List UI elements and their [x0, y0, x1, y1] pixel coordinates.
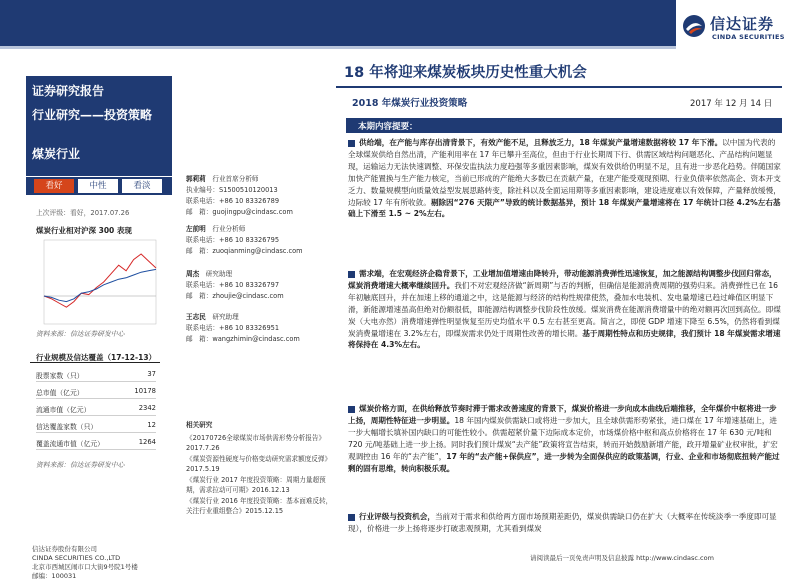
bullet-square-icon [348, 140, 355, 147]
related-research [186, 420, 336, 517]
report-type-block [26, 76, 172, 142]
header-accent-line [0, 46, 676, 49]
disclaimer-footer: 请阅读最后一页免责声明及信息披露 http://www.cindasc.com [530, 554, 714, 562]
industry-block [26, 136, 172, 176]
bullet-body: 以中国为代表的全球煤炭供给自然出清，产能利用率在 17 年已攀升至高位，但由于行业长期周下行、供需区域结构问题恶化、产品结构问题显现，运输运力无法快速调整、环保安监执法力度趋强等多重因素影响，煤炭有效供给仍明显不足，且有进一步恶化趋势。伴随国家加快产能置换与生产能力核定，当前已形成的产能绝大多数已在贡献产量，在建产能受观现预期、行业负债率依然高企、资本开支乏力、数量规模型向质量效益型发展思路转变，除社科以及全面运用期等多重因素影响，建设进度难以有效保障，产量释放缓慢，边际较 17 年有所收敛。 [348, 138, 781, 207]
bullet-body: 18 年国内煤炭供需缺口或将进一步加大，且全球供需形势紧张，进口煤在 17 年增速基础上，进一步大幅增长填补国内缺口的可能性较小。供需超紧价量下边际成本定价，市场煤价格中枢和高点价格将在 17 年 630 元/吨和 720 元/吨基础上进一步上扬。同时我们预计煤炭“去产能”政策将宣告结束，转而开始鼓励新增产能，政开增量矿业权审批，扩宏观调控由 16 年的“去产能”， [348, 415, 778, 461]
bullet-price [348, 403, 782, 474]
table-title: 行业规模及信达覆盖（17-12-13） [36, 353, 157, 362]
header-navy-bar [0, 0, 676, 47]
header-band [0, 0, 800, 56]
table-cell-value: 1264 [138, 438, 156, 446]
bullet-lead: 煤炭价格方面，在供给释放节奏时滞于需求改善速度的背景下，煤炭价格进一步向成本曲线后端推移，全年煤价中枢将进一步上扬，周期性特征进一步明显。 [348, 404, 777, 425]
table-cell-value: 10178 [134, 387, 156, 395]
logo-cn-text: 信达证券 [710, 15, 775, 33]
cinda-logo [676, 0, 800, 56]
table-row [36, 383, 156, 399]
analyst-phone: 联系电话：+86 10 83326951 [186, 324, 280, 332]
table-cell-value: 37 [147, 370, 156, 378]
bullet-supply [348, 137, 782, 220]
table-row [36, 434, 156, 450]
table-cell-key: 覆盖流通市值（亿元） [36, 440, 104, 448]
table-cell-key: 信达覆盖家数（只） [36, 423, 98, 431]
table-cell-value: 12 [147, 421, 156, 429]
table-row [36, 400, 156, 416]
bullet-lead: 需求端，在宏观经济企稳背景下，工业增加值增速由降转升，带动能源消费弹性迅速恢复，加之能源结构调整步伐回归常态，煤炭消费增速大概率继续回升。 [348, 269, 777, 290]
analyst-card [186, 269, 336, 302]
analyst-email[interactable]: 邮 箱：zuoqianming@cindasc.com [186, 247, 303, 255]
bullet-rating [348, 511, 782, 535]
table-top-rule [30, 362, 160, 363]
table-cell-key: 总市值（亿元） [36, 389, 84, 397]
analyst-name: 王志民 [186, 313, 206, 321]
left-sidebar [0, 56, 172, 580]
title-rule [336, 86, 782, 88]
bullet-body: 当前对于需求和供给两方面市场预期差距仍，煤炭供需缺口仍在扩大（大概率在传统淡季一季度即可显现），价格进一步上扬将逐步打破悲观预期，尤其看到煤炭 [348, 512, 777, 533]
analyst-email[interactable]: 邮 箱：wangzhimin@cindasc.com [186, 335, 300, 343]
related-item: 《煤炭行业 2017 年度投资策略：周期力量超预期，需求拉动可可期》2016.12.13 [186, 475, 326, 494]
chart-series-line-0 [44, 254, 156, 307]
rating-negative: 看淡 [122, 179, 162, 193]
address-line: 北京市西城区闹市口大街9号院1号楼 [32, 563, 138, 571]
analyst-title: 行业分析师 [212, 225, 246, 233]
bullet-square-icon [348, 406, 355, 413]
chart-frame [44, 240, 156, 324]
bullet-square-icon [348, 271, 355, 278]
analyst-email[interactable]: 邮 箱：guojingpu@cindasc.com [186, 208, 293, 216]
analyst-name: 左前明 [186, 225, 206, 233]
rating-neutral: 中性 [78, 179, 118, 193]
analyst-name: 周杰 [186, 270, 200, 278]
chart-source: 资料来源：信达证券研发中心 [36, 330, 125, 338]
analyst-phone: 联系电话：+86 10 83326795 [186, 236, 280, 244]
analyst-title: 行业首席分析师 [212, 175, 259, 183]
report-title: 18 年将迎来煤炭板块历史性重大机会 [344, 65, 587, 81]
address-line: CINDA SECURITIES CO.,LTD [32, 554, 121, 562]
analyst-phone: 联系电话：+86 10 83326789 [186, 197, 280, 205]
performance-title: 煤炭行业相对沪深 300 表现 [36, 226, 132, 235]
logo-en-text: CINDA SECURITIES [712, 33, 785, 41]
table-row [36, 417, 156, 433]
related-item: 《煤炭行业 2016 年度投资策略：基本面难反转，关注行业重组整合》2015.12.15 [186, 496, 333, 515]
report-type: 证券研究报告 [32, 84, 105, 98]
performance-chart [30, 232, 160, 342]
address-line: 信达证券股份有限公司 [32, 545, 97, 553]
analyst-column [176, 56, 336, 566]
abstract-header: 本期内容提要： [346, 118, 782, 133]
bullet-demand [348, 268, 782, 351]
analyst-card [186, 312, 336, 345]
industry-name: 煤炭行业 [32, 147, 81, 161]
table-cell-value: 2342 [138, 404, 156, 412]
last-rating: 上次评级：看好，2017.07.26 [36, 209, 130, 217]
bullet-body: 我们不对宏观经济做“新周期”与否的判断，但确信是能源消费周期的强势归来。消费弹性已在 16 年初触底回升，并在加速上移的通道之中，这是能源与经济的结构性规律使然，叠加水电装机、发电量增速已趋过峰值区明显下滑，新能源增速虽高但绝对份额很低，即能源结构调整步伐阶段性放缓。煤炭消费在能源消费增量中的绝对额再次回到高位。即煤炭（大电亦然）消费增速弹性明显恢复至历史均值水平 0.5 左右甚至更高。简言之，即使 GDP 增速下降至 6.5%，仍然将看到煤炭消费量增速在 3.2%左右，即煤炭需求仍处于周期性改善的增长期。 [348, 280, 781, 338]
address-line: 邮编：100031 [32, 572, 77, 580]
bullet-tail: 17 年的“去产能+保供应”，进一步转为全面保供应的政策基调，行业、企业和市场彻底扭转产能过剩的固有思维，转向积极乐观。 [348, 451, 780, 473]
table-cell-key: 流通市值（亿元） [36, 406, 91, 414]
related-title: 相关研究 [186, 421, 213, 429]
report-subtype: 行业研究——投资策略 [32, 108, 153, 122]
bullet-tail: 剔除因“276 天限产”导致的统计数据基异，预计 18 年煤炭产量增速将在 17 年统计口径 4.2%左右基础上下滑至 1.5 ~ 2%左右。 [348, 197, 781, 219]
cinda-logo-icon [682, 14, 706, 38]
chart-series-line-1 [44, 269, 156, 301]
analyst-phone: 联系电话：+86 10 83326797 [186, 281, 280, 289]
bullet-tail: 基于周期性特点和历史规律，我们预计 18 年煤炭需求增速将保持在 4.3%左右。 [348, 328, 781, 350]
analyst-card [186, 174, 336, 218]
publish-date: 2017 年 12 月 14 日 [690, 99, 773, 109]
table-source: 资料来源：信达证券研发中心 [36, 461, 125, 469]
report-subtitle: 2018 年煤炭行业投资策略 [352, 98, 468, 109]
rating-positive: 看好 [34, 179, 74, 193]
bullet-lead: 行业评级与投资机会， [359, 512, 435, 521]
rating-bar [26, 177, 172, 195]
related-item: 《20170726全球煤炭市场供需形势分析报告》2017.7.26 [186, 433, 326, 452]
company-address [32, 545, 138, 581]
bullet-square-icon [348, 514, 355, 521]
bullet-lead: 供给端，在产能与库存出清背景下，有效产能不足，且释放乏力，18 年煤炭产量增速数据将较 17 年下滑。 [359, 138, 723, 147]
analyst-email[interactable]: 邮 箱：zhoujie@cindasc.com [186, 292, 284, 300]
table-cell-key: 股票家数（只） [36, 372, 84, 380]
analyst-name: 郭莉莉 [186, 175, 206, 183]
related-item: 《煤炭资源性硬度与价格变动研究需求额度反弹》2017.5.19 [186, 454, 332, 473]
analyst-cert: 执业编号：S1500510120013 [186, 186, 278, 194]
table-row [36, 366, 156, 382]
analyst-card [186, 224, 336, 257]
analyst-title: 研究助理 [212, 313, 239, 321]
analyst-title: 研究助理 [205, 270, 233, 278]
